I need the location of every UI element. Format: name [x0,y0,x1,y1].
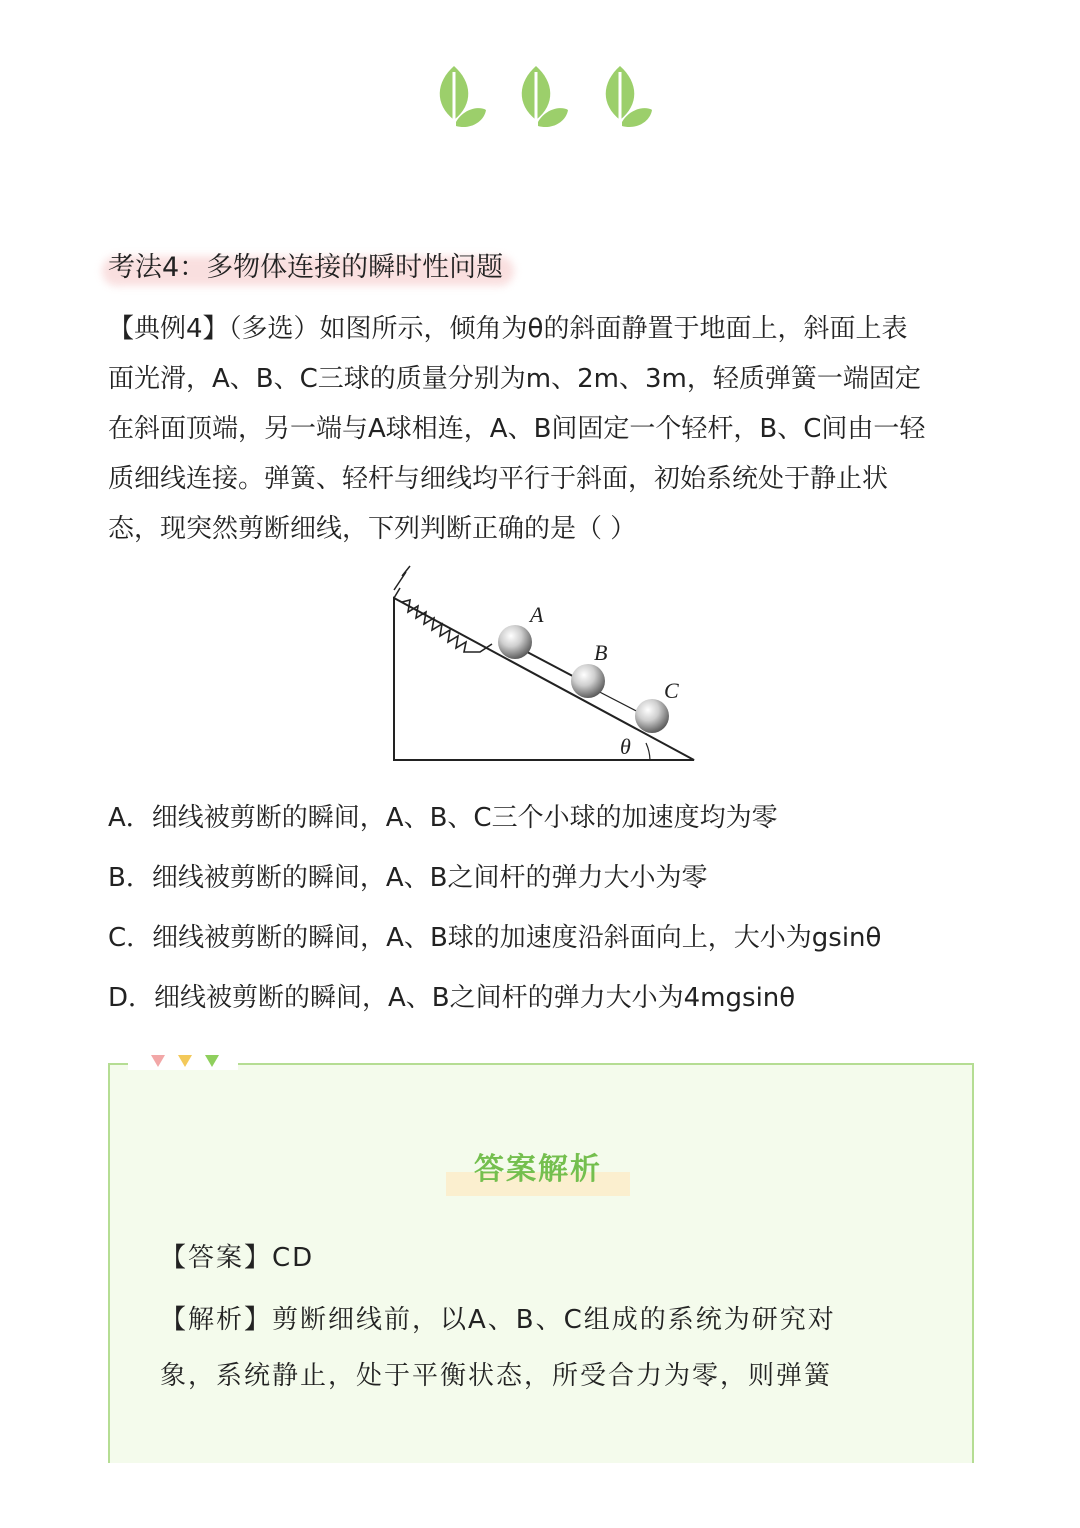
question-text [108,304,988,554]
ball-a [498,625,532,659]
leaf-icon [512,62,572,138]
incline-outline [394,598,694,760]
question-line: 在斜面顶端，另一端与A球相连，A、B间固定一个轻杆，B、C间由一轻 [108,414,926,444]
leaf-icon [430,62,490,138]
section-heading [102,248,503,292]
answer-content [160,1230,920,1404]
option-a: A．细线被剪断的瞬间，A、B、C三个小球的加速度均为零 [108,803,778,833]
option-d: D．细线被剪断的瞬间，A、B之间杆的弹力大小为4mgsinθ [108,983,796,1013]
analysis-text [160,1292,920,1404]
question-line: 态，现突然剪断细线，下列判断正确的是（ ） [108,514,637,544]
label-theta: θ [620,734,631,759]
option-b: B．细线被剪断的瞬间，A、B之间杆的弹力大小为零 [108,863,708,893]
wall-hatch [394,566,410,598]
triangle-icon [178,1055,192,1067]
incline-diagram-svg [388,560,700,766]
leaf-icon [596,62,656,138]
label-b: B [594,640,608,665]
incline-diagram [388,560,700,766]
ball-b [571,664,605,698]
angle-arc [646,743,650,760]
analysis-line: 象，系统静止，处于平衡状态，所受合力为零，则弹簧 [160,1361,833,1391]
section-heading-text: 考法4：多物体连接的瞬时性问题 [108,252,504,283]
ball-c [635,699,669,733]
question-line: 【典例4】（多选）如图所示，倾角为θ的斜面静置于地面上，斜面上表 [108,314,908,344]
answer-title: 答案解析 [474,1152,602,1187]
triangle-icon [151,1055,165,1067]
options-list [108,788,1008,1028]
label-c: C [664,678,679,703]
label-a: A [530,602,544,627]
option-c: C．细线被剪断的瞬间，A、B球的加速度沿斜面向上，大小为gsinθ [108,923,882,953]
answer-result: 【答案】CD [160,1243,315,1273]
triangle-icon [205,1055,219,1067]
leaf-decoration [0,62,1080,142]
analysis-line: 【解析】剪断细线前，以A、B、C组成的系统为研究对 [160,1305,836,1335]
question-line: 面光滑，A、B、C三球的质量分别为m、2m、3m，轻质弹簧一端固定 [108,364,921,394]
question-line: 质细线连接。弹簧、轻杆与细线均平行于斜面，初始系统处于静止状 [108,464,889,494]
